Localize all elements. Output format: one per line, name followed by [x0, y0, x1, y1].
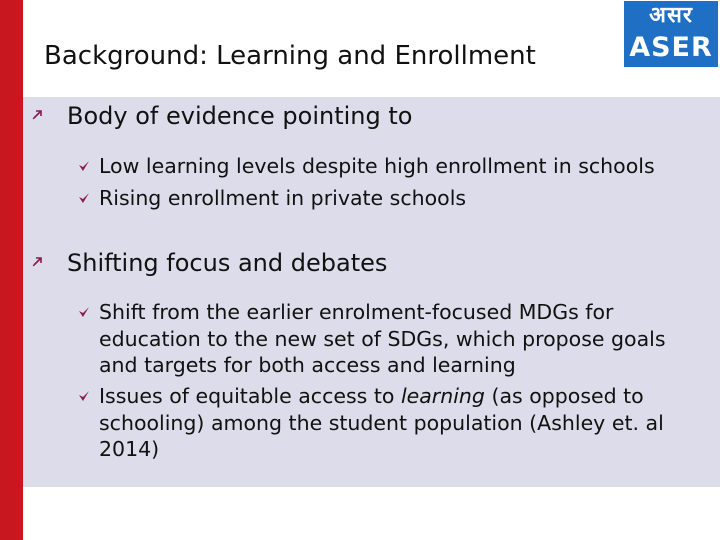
checkmark-bullet-icon	[78, 390, 90, 402]
logo-english-text: ASER	[629, 32, 713, 63]
bullet-point: Low learning levels despite high enrollment in schools	[99, 154, 655, 178]
slide-title: Background: Learning and Enrollment	[44, 41, 536, 71]
emphasis-text: learning	[400, 384, 485, 408]
bullet-line	[99, 383, 644, 410]
bullet-text: Issues of equitable access to	[99, 384, 401, 408]
bullet-line: 2014)	[99, 437, 160, 461]
bullet-line: Shift from the earlier enrolment-focused MDGs for	[99, 300, 614, 324]
bullet-line: and targets for both access and learning	[99, 353, 516, 377]
bullet-text: (as opposed to	[484, 384, 644, 408]
bullet-point: Rising enrollment in private schools	[99, 186, 467, 210]
aser-logo	[624, 1, 718, 67]
checkmark-bullet-icon	[78, 192, 90, 204]
section-heading: Body of evidence pointing to	[67, 102, 413, 130]
checkmark-bullet-icon	[78, 306, 90, 318]
accent-bar	[0, 0, 23, 540]
section-heading: Shifting focus and debates	[67, 249, 388, 277]
checkmark-bullet-icon	[78, 160, 90, 172]
bullet-line: education to the new set of SDGs, which propose goals	[99, 326, 666, 351]
bullet-line: schooling) among the student population (Ashley et. al	[99, 410, 664, 435]
arrow-bullet-icon	[31, 254, 45, 268]
logo-hindi-text: असर	[649, 3, 693, 28]
arrow-bullet-icon	[31, 107, 45, 121]
